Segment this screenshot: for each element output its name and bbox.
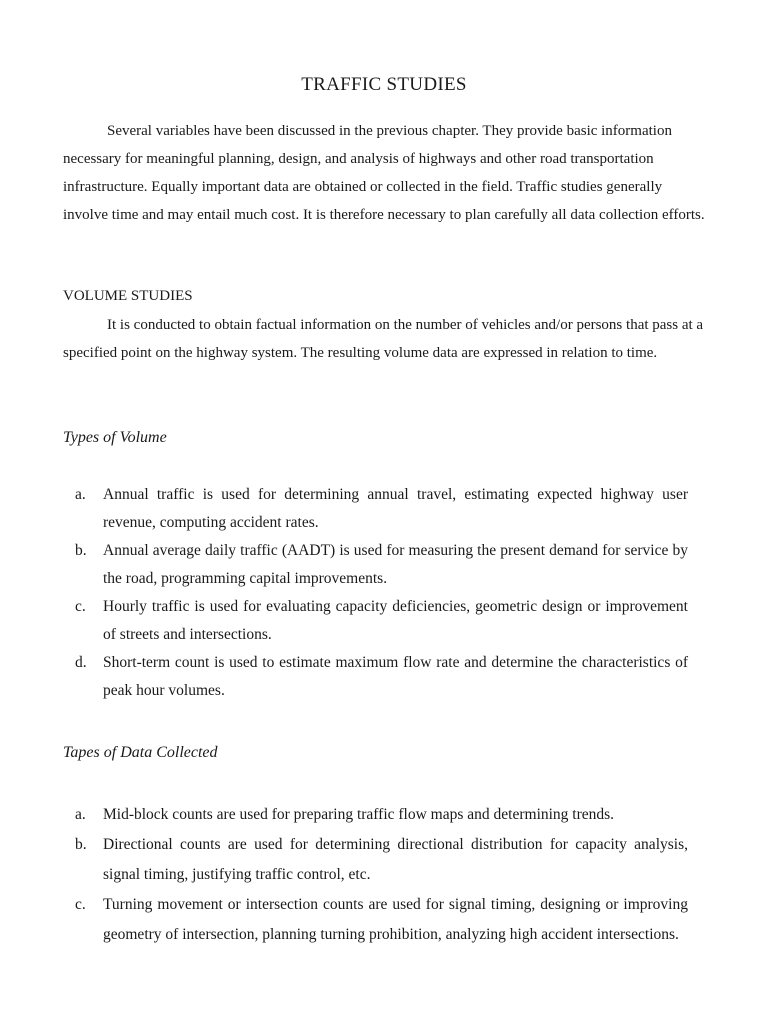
list-item-letter: a. [75,486,86,503]
list-item-text: Directional counts are used for determining directional distribution for capacity analysis, signal timing, justifying traffic control, etc. [103,836,688,883]
list-item [63,649,688,705]
list-item-letter: c. [75,598,86,615]
list-item-text: Annual average daily traffic (AADT) is used for measuring the present demand for service by the road, programming capital improvements. [103,542,688,587]
types-of-volume-heading: Types of Volume [63,429,167,446]
list-item [63,481,688,537]
list-item-text: Short-term count is used to estimate maximum flow rate and determine the characteristics of peak hour volumes. [103,654,688,699]
intro-paragraph: Several variables have been discussed in the previous chapter. They provide basic information necessary for meaningful planning, design, and analysis of highways and other road transportation infrastructure. Equally important data are obtained or collected in the field. Traffic studies generally involve time and may entail much cost. It is therefore necessary to plan carefully all data collection efforts. [63,123,705,223]
list-item [63,537,688,593]
page-title: TRAFFIC STUDIES [301,74,467,95]
types-of-volume-list [63,481,688,705]
list-item-letter: c. [75,896,86,913]
list-item [63,890,688,950]
list-item-text: Mid-block counts are used for preparing traffic flow maps and determining trends. [103,806,615,823]
list-item-letter: b. [75,542,87,559]
list-item-letter: d. [75,654,87,671]
list-item-letter: a. [75,806,86,823]
volume-studies-heading: VOLUME STUDIES [63,288,193,304]
list-item-text: Hourly traffic is used for evaluating capacity deficiencies, geometric design or improvement of streets and intersections. [103,598,688,643]
list-item [63,830,688,890]
list-item-text: Turning movement or intersection counts are used for signal timing, designing or improving geometry of intersection, planning turning prohibition, analyzing high accident intersections. [103,896,688,943]
data-collected-heading: Tapes of Data Collected [63,744,218,761]
list-item-text: Annual traffic is used for determining annual travel, estimating expected highway user revenue, computing accident rates. [103,486,688,531]
volume-studies-paragraph: It is conducted to obtain factual information on the number of vehicles and/or persons that pass at a specified point on the highway system. The resulting volume data are expressed in relation to time. [63,317,704,361]
list-item-letter: b. [75,836,87,853]
list-item [63,593,688,649]
list-item [63,800,688,830]
data-collected-list [63,800,688,950]
